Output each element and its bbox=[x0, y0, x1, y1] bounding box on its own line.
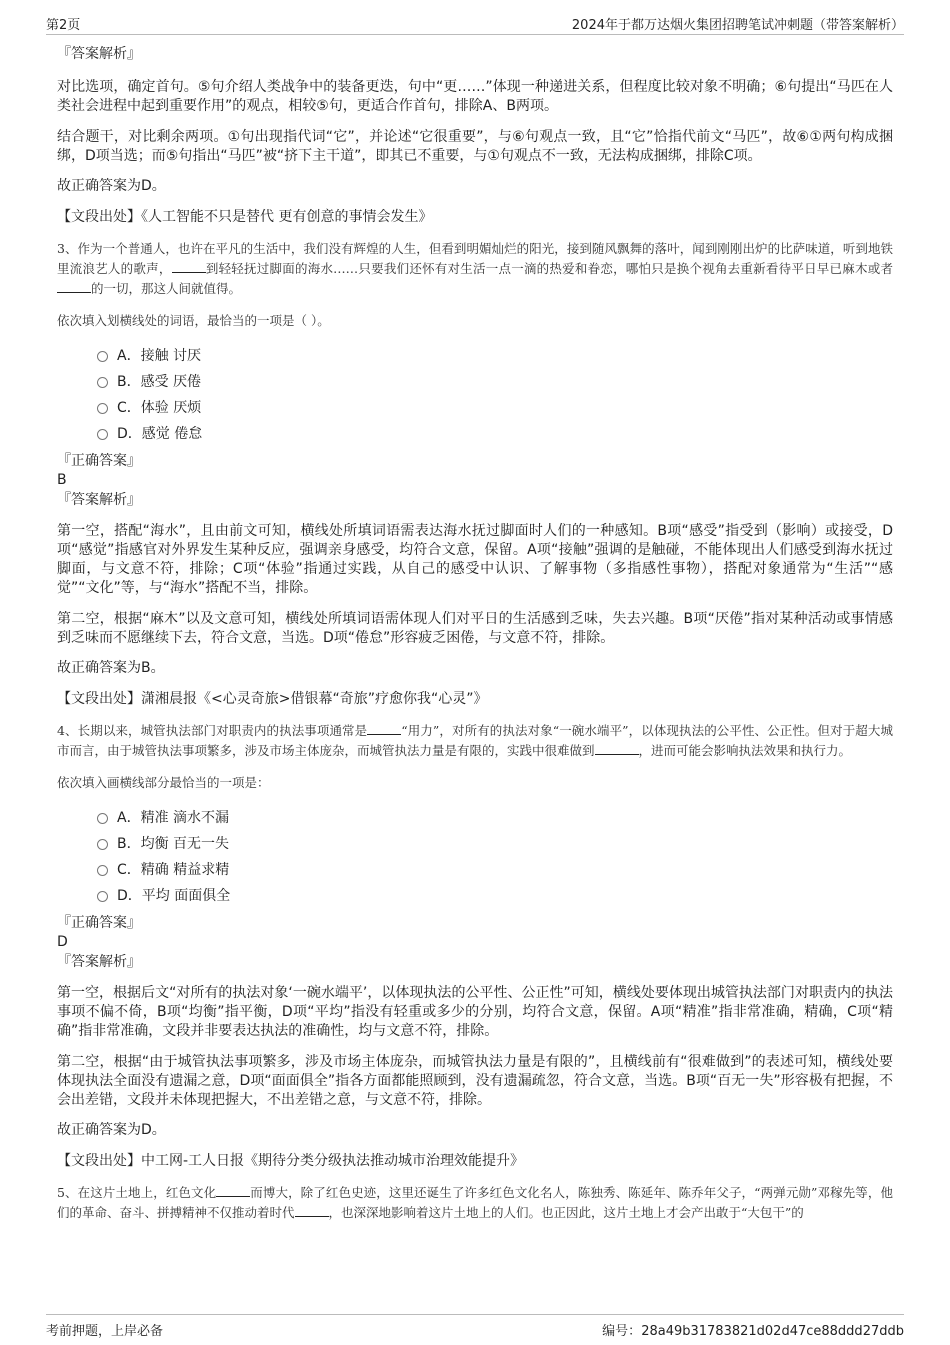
q3-analysis-para2: 第二空，根据“麻木”以及文意可知，横线处所填词语需体现人们对平日的生活感到乏味，失去兴趣。B项“厌倦”指对某种活动或事情感到乏味而不愿继续下去，符合文意，当选。D项“倦怠”形容疲乏困倦，与文意不符，排除。 bbox=[57, 611, 893, 646]
main-content bbox=[57, 44, 893, 1223]
q2-source: 【文段出处】《人工智能不只是替代 更有创意的事情会发生》 bbox=[57, 209, 433, 225]
radio-icon[interactable] bbox=[97, 891, 108, 902]
q4-prompt: 依次填入画横线部分最恰当的一项是： bbox=[57, 775, 270, 790]
q3-analysis-para1: 第一空，搭配“海水”，且由前文可知，横线处所填词语需表达海水抚过脚面时人们的一种感知。B项“感受”指受到（影响）或接受，D项“感觉”指感官对外界发生某种反应，强调亲身感受，均符合文意，保留。A项“接触”强调的是触碰，不能体现出人们感受到海水抚过脚面，与文意不符，排除；C项“体验”指通过实践，从自己的感受中认识、了解事物（多指感性事物），搭配对象通常为“生活”“感觉”“文化”等，与“海水”搭配不当，排除。 bbox=[57, 523, 893, 596]
q4-stem: 4、长期以来，城管执法部门对职责内的执法事项通常是 “用力”，对所有的执法对象“一碗水端平”，以体现执法的公平性、公正性。但对于超大城市而言，由于城管执法事项繁多，涉及市场主体庞杂，而城管执法力量是有限的，实践中很难做到 ，进而可能会影响执法效果和执行力。 bbox=[57, 723, 893, 758]
radio-icon[interactable] bbox=[97, 429, 108, 440]
q3-option-a[interactable]: A．接触 讨厌 bbox=[97, 343, 893, 369]
blank-line bbox=[295, 1204, 329, 1217]
q2-analysis-para2: 结合题干，对比剩余两项。①句出现指代词“它”，并论述“它很重要”，与⑥句观点一致，且“它”恰指代前文“马匹”，故⑥①两句构成捆绑，D项当选；而⑤句指出“马匹”被“挤下主干道”，即其已不重要，与①句观点不一致，无法构成捆绑，排除C项。 bbox=[57, 129, 893, 164]
q4-answer: D bbox=[57, 934, 68, 950]
footer-slogan: 考前押题，上岸必备 bbox=[46, 1324, 164, 1339]
q4-conclusion: 故正确答案为D。 bbox=[57, 1122, 166, 1138]
q2-conclusion: 故正确答案为D。 bbox=[57, 178, 166, 194]
q4-analysis-para2: 第二空，根据“由于城管执法事项繁多，涉及市场主体庞杂，而城管执法力量是有限的”，且横线前有“很难做到”的表述可知，横线处要体现执法全面没有遗漏之意，D项“面面俱全”指各方面都能照顾到，没有遗漏疏忽，符合文意，当选。B项“百无一失”形容极有把握，不会出差错，文段并未体现把握大，不出差错之意，与文意不符，排除。 bbox=[57, 1054, 893, 1108]
document-title: 2024年于都万达烟火集团招聘笔试冲刺题（带答案解析） bbox=[571, 18, 904, 33]
page-number: 第2页 bbox=[46, 18, 81, 33]
radio-icon[interactable] bbox=[97, 865, 108, 876]
radio-icon[interactable] bbox=[97, 403, 108, 414]
q4-analysis-para1: 第一空，根据后文“对所有的执法对象‘一碗水端平’，以体现执法的公平性、公正性”可知，横线处要体现出城管执法部门对职责内的执法事项不偏不倚，B项“均衡”指平衡，D项“平均”指没有轻重或多少的分别，均符合文意，保留。A项“精准”指非常准确，精确，C项“精确”指非常准确，文段并非要表达执法的准确性，均与文意不符，排除。 bbox=[57, 985, 893, 1039]
q3-option-b[interactable]: B．感受 厌倦 bbox=[97, 369, 893, 395]
q4-option-d[interactable]: D．平均 面面俱全 bbox=[97, 883, 893, 909]
page-footer bbox=[46, 1314, 904, 1339]
q3-option-c[interactable]: C．体验 厌烦 bbox=[97, 395, 893, 421]
blank-line bbox=[367, 722, 401, 735]
q3-stem: 3、作为一个普通人，也许在平凡的生活中，我们没有辉煌的人生，但看到明媚灿烂的阳光，接到随风飘舞的落叶，闻到刚刚出炉的比萨味道，听到地铁里流浪艺人的歌声， 到轻轻抚过脚面的海水……只要我们还怀有对生活一点一滴的热爱和眷恋，哪怕只是换个视角去重新看待平日早已麻木或者的一切，那这人间就值得。 bbox=[57, 241, 893, 296]
q2-analysis-para1: 对比选项，确定首句。⑤句介绍人类战争中的装备更迭，句中“更……”体现一种递进关系，但程度比较对象不明确；⑥句提出“马匹在人类社会进程中起到重要作用”的观点，相较⑤句，更适合作首句，排除A、B两项。 bbox=[57, 79, 893, 114]
q3-options bbox=[97, 343, 893, 447]
blank-line bbox=[216, 1184, 250, 1197]
analysis-label: 『答案解析』 bbox=[57, 492, 141, 508]
q3-answer: B bbox=[57, 472, 67, 488]
q5-stem: 5、在这片土地上，红色文化 而博大，除了红色史迹，这里还诞生了许多红色文化名人，陈独秀、陈延年、陈乔年父子，“两弹元勋”邓稼先等，他们的革命、奋斗、拼搏精神不仅推动着时代 ，也深深地影响着这片土地上的人们。也正因此，这片土地上才会产出敢于“大包干”的 bbox=[57, 1185, 893, 1220]
correct-answer-label: 『正确答案』 bbox=[57, 915, 141, 931]
q4-option-a[interactable]: A．精准 滴水不漏 bbox=[97, 805, 893, 831]
radio-icon[interactable] bbox=[97, 377, 108, 388]
blank-line bbox=[172, 260, 206, 273]
blank-line bbox=[57, 280, 91, 293]
analysis-label: 『答案解析』 bbox=[57, 954, 141, 970]
correct-answer-label: 『正确答案』 bbox=[57, 453, 141, 469]
radio-icon[interactable] bbox=[97, 813, 108, 824]
q3-prompt: 依次填入划横线处的词语，最恰当的一项是（ ）。 bbox=[57, 313, 330, 328]
blank-line bbox=[595, 742, 639, 755]
analysis-label: 『答案解析』 bbox=[57, 46, 141, 62]
q3-conclusion: 故正确答案为B。 bbox=[57, 660, 165, 676]
document-code: 编号：28a49b31783821d02d47ce88ddd27ddb bbox=[602, 1324, 904, 1339]
q4-option-c[interactable]: C．精确 精益求精 bbox=[97, 857, 893, 883]
radio-icon[interactable] bbox=[97, 351, 108, 362]
q4-source: 【文段出处】中工网-工人日报《期待分类分级执法推动城市治理效能提升》 bbox=[57, 1153, 525, 1169]
q4-option-b[interactable]: B．均衡 百无一失 bbox=[97, 831, 893, 857]
page-header bbox=[46, 14, 904, 35]
radio-icon[interactable] bbox=[97, 839, 108, 850]
q3-option-d[interactable]: D．感觉 倦怠 bbox=[97, 421, 893, 447]
q3-source: 【文段出处】潇湘晨报《<心灵奇旅>借银幕“奇旅”疗愈你我“心灵”》 bbox=[57, 691, 488, 707]
q4-options bbox=[97, 805, 893, 909]
